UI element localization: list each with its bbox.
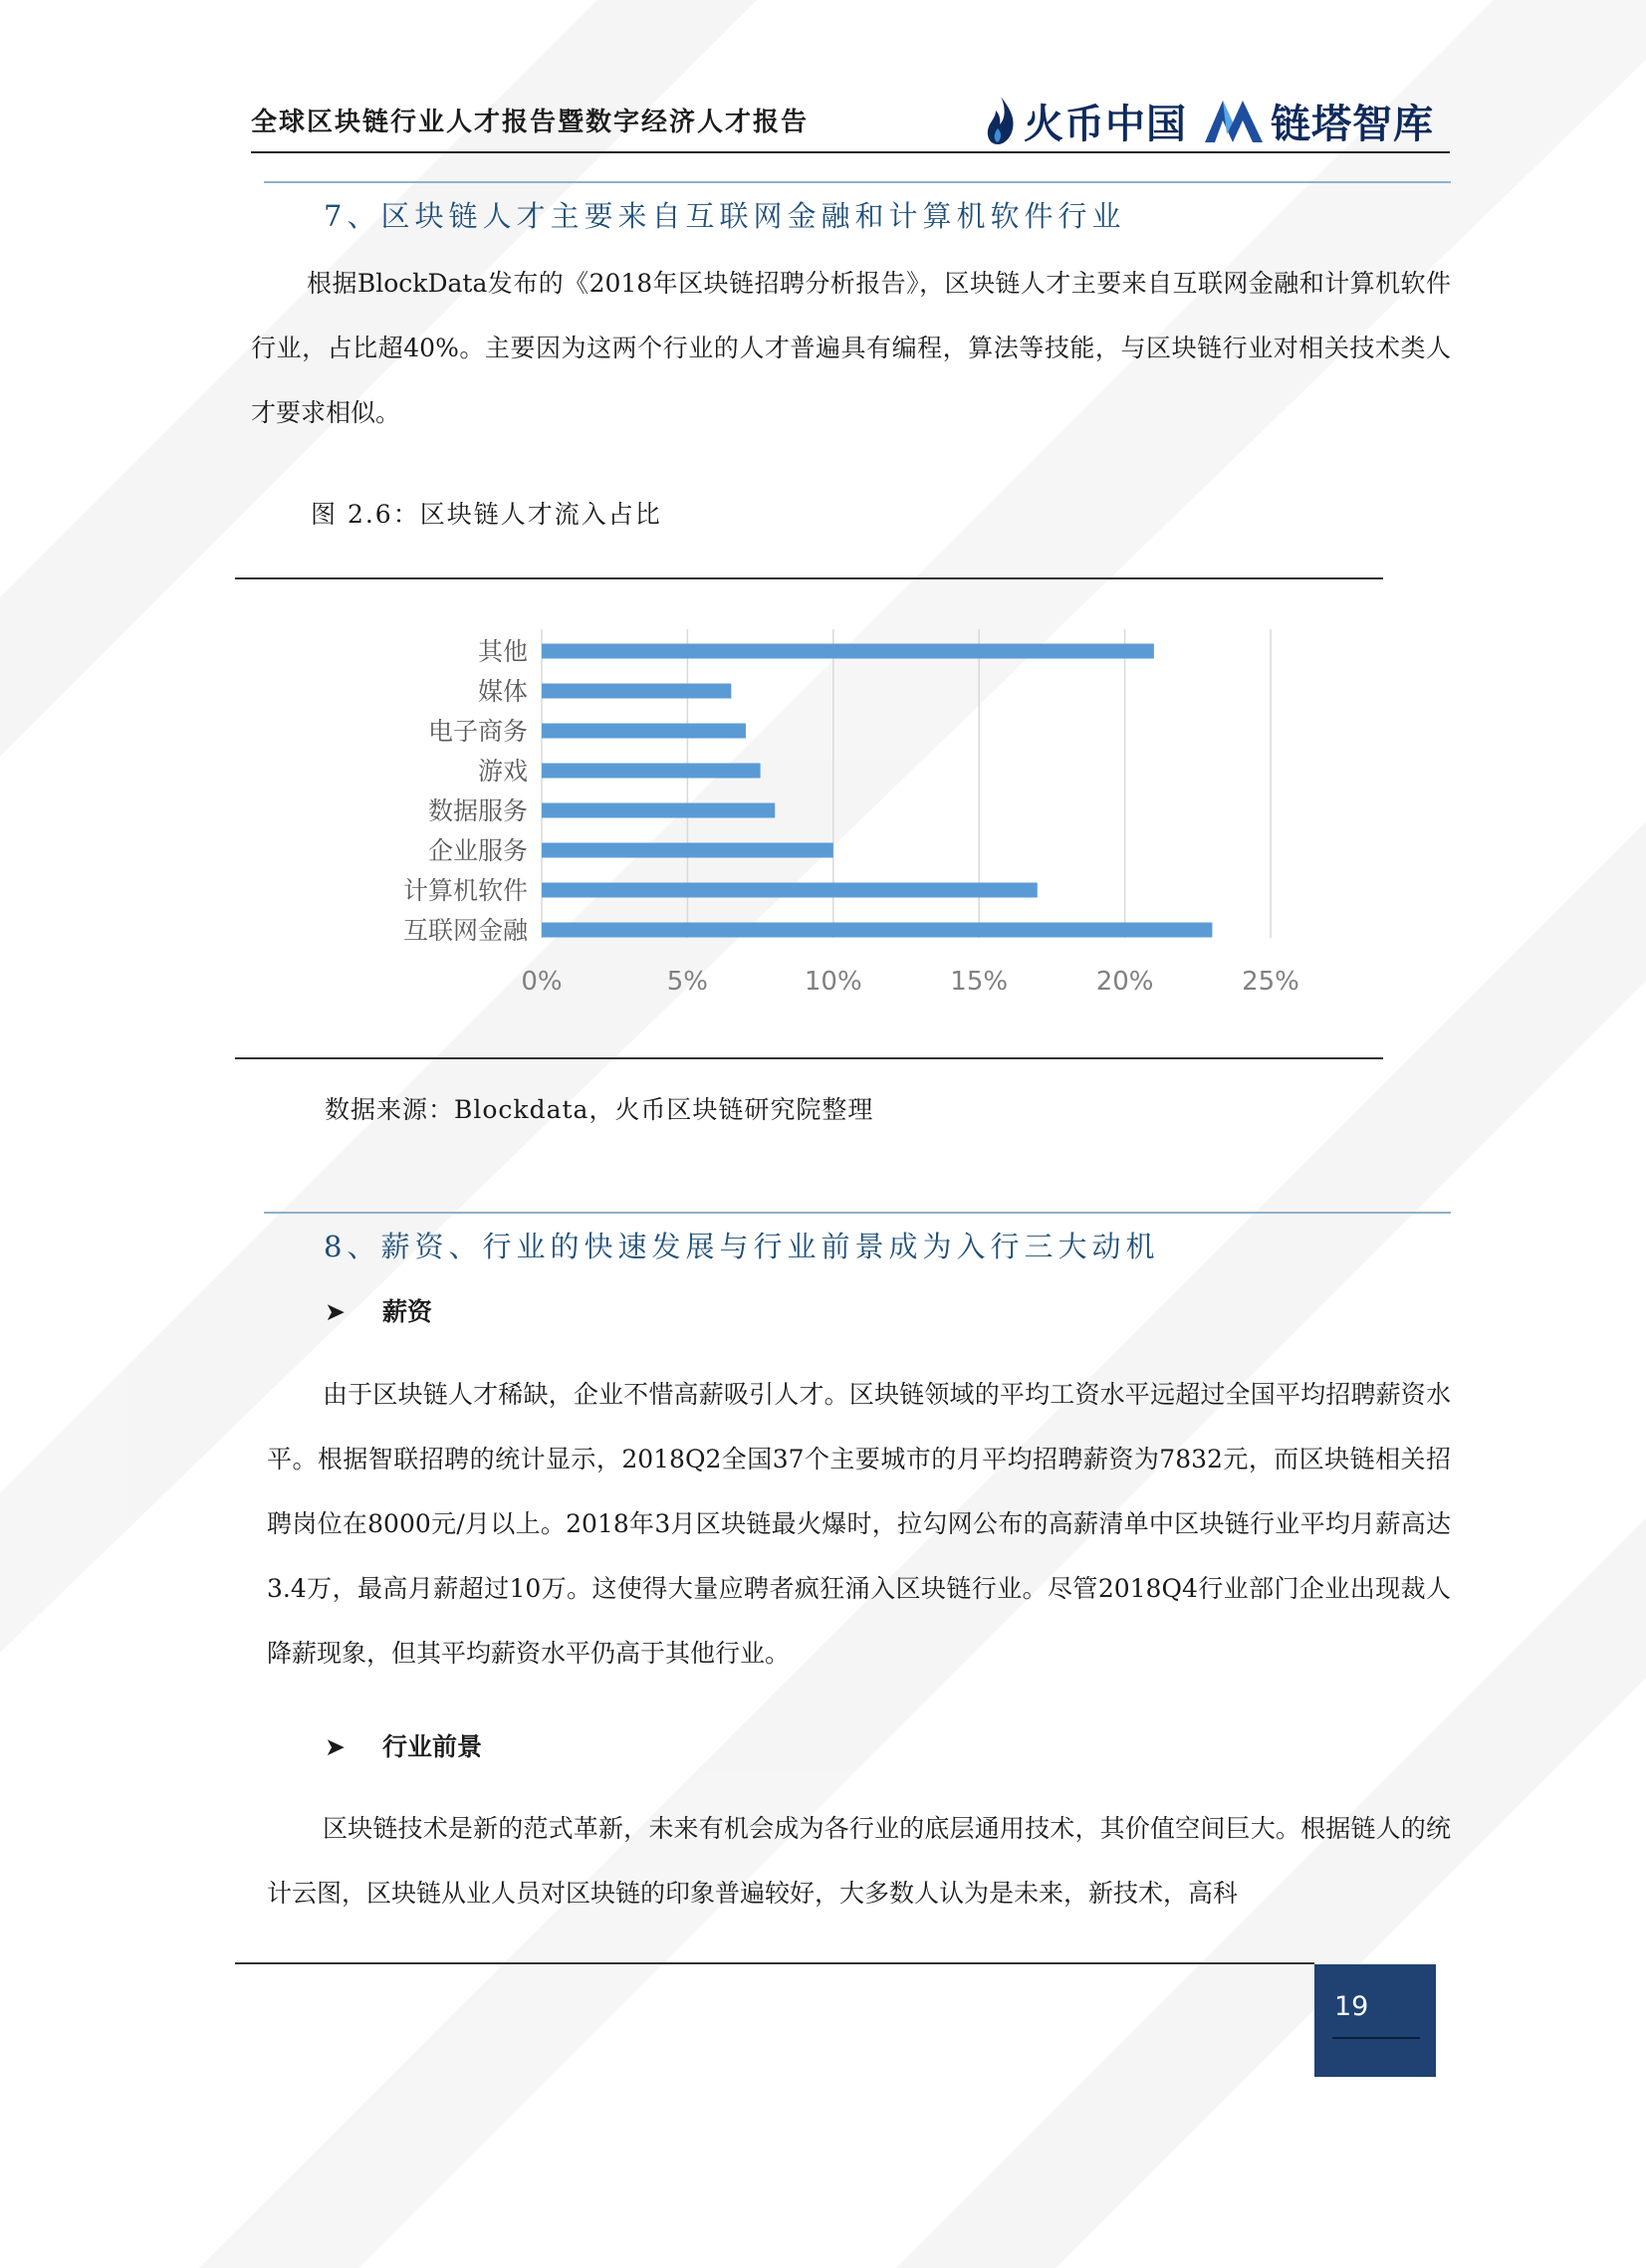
section-8-title: 8、薪资、行业的快速发展与行业前景成为入行三大动机 bbox=[324, 1230, 1160, 1263]
bar bbox=[542, 923, 1212, 938]
category-label: 企业服务 bbox=[427, 836, 528, 865]
x-tick-label: 15% bbox=[950, 967, 1009, 997]
category-label: 互联网金融 bbox=[402, 916, 528, 945]
arrowhead-bullet-icon: ➤ bbox=[325, 1297, 346, 1326]
category-label: 媒体 bbox=[477, 677, 528, 706]
bar bbox=[542, 724, 746, 739]
section-7-rule bbox=[264, 181, 1451, 183]
bar bbox=[542, 684, 731, 699]
bar bbox=[542, 843, 833, 858]
arrowhead-bullet-icon: ➤ bbox=[325, 1732, 346, 1761]
category-label: 游戏 bbox=[477, 757, 528, 786]
huobi-logo bbox=[984, 92, 1187, 149]
chart-svg bbox=[235, 579, 1383, 1057]
category-label: 计算机软件 bbox=[402, 876, 528, 905]
salary-paragraph: 由于区块链人才稀缺，企业不惜高薪吸引人才。区块链领域的平均工资水平远超过全国平均招聘薪资水平。根据智联招聘的统计显示，2018Q2全国37个主要城市的月平均招聘薪资为7832元，而区块链相关招聘岗位在8000元/月以上。2018年3月区块链最火爆时，拉勾网公布的高薪清单中区块链行业平均月薪高达3.4万，最高月薪超过10万。这使得大量应聘者疯狂涌入区块链行业。尽管2018Q4行业部门企业出现裁人降薪现象，但其平均薪资水平仍高于其他行业。 bbox=[267, 1380, 1451, 1668]
prospect-paragraph: 区块链技术是新的范式革新，未来有机会成为各行业的底层通用技术，其价值空间巨大。根据链人的统计云图，区块链从业人员对区块链的印象普遍较好，大多数人认为是未来，新技术，高科 bbox=[267, 1814, 1451, 1908]
data-source-note: 数据来源：Blockdata，火币区块链研究院整理 bbox=[325, 1095, 874, 1124]
lianta-logo bbox=[1203, 92, 1434, 149]
section-7-paragraph: 根据BlockData发布的《2018年区块链招聘分析报告》，区块链人才主要来自互联网金融和计算机软件行业，占比超40%。主要因为这两个行业的人才普遍具有编程，算法等技能，与区块链行业对相关技术类人才要求相似。 bbox=[251, 269, 1451, 427]
x-tick-label: 25% bbox=[1242, 967, 1299, 997]
flame-icon bbox=[984, 95, 1018, 146]
chart-bottom-rule bbox=[235, 1057, 1383, 1059]
category-label: 电子商务 bbox=[427, 717, 528, 746]
page-number-underline bbox=[1332, 2037, 1420, 2039]
category-label: 数据服务 bbox=[427, 796, 528, 825]
huobi-logo-text: 火币中国 bbox=[1024, 101, 1187, 147]
x-tick-label: 10% bbox=[804, 967, 862, 997]
bar bbox=[542, 764, 761, 779]
lianta-logo-text: 链塔智库 bbox=[1271, 101, 1434, 147]
prospect-heading bbox=[325, 1727, 482, 1763]
page-number-box bbox=[1314, 1964, 1436, 2077]
section-7-title: 7、区块链人才主要来自互联网金融和计算机软件行业 bbox=[324, 199, 1126, 233]
x-tick-label: 0% bbox=[521, 967, 563, 997]
bar bbox=[542, 883, 1038, 898]
report-title: 全球区块链行业人才报告暨数字经济人才报告 bbox=[251, 108, 810, 137]
header-divider bbox=[251, 151, 1450, 153]
inflow-bar-chart bbox=[235, 579, 1383, 1057]
x-tick-label: 5% bbox=[666, 967, 709, 997]
figure-caption: 图 2.6：区块链人才流入占比 bbox=[311, 500, 662, 529]
category-label: 其他 bbox=[477, 637, 528, 666]
x-tick-label: 20% bbox=[1095, 967, 1154, 997]
section-8-rule bbox=[264, 1212, 1451, 1214]
page-number: 19 bbox=[1334, 1991, 1369, 2022]
footer-divider bbox=[235, 1962, 1314, 1964]
bar bbox=[542, 803, 775, 818]
salary-heading bbox=[325, 1292, 432, 1328]
lianta-mark-icon bbox=[1203, 95, 1265, 146]
prospect-heading-text: 行业前景 bbox=[382, 1732, 483, 1761]
salary-heading-text: 薪资 bbox=[382, 1297, 433, 1326]
bar bbox=[542, 644, 1154, 659]
